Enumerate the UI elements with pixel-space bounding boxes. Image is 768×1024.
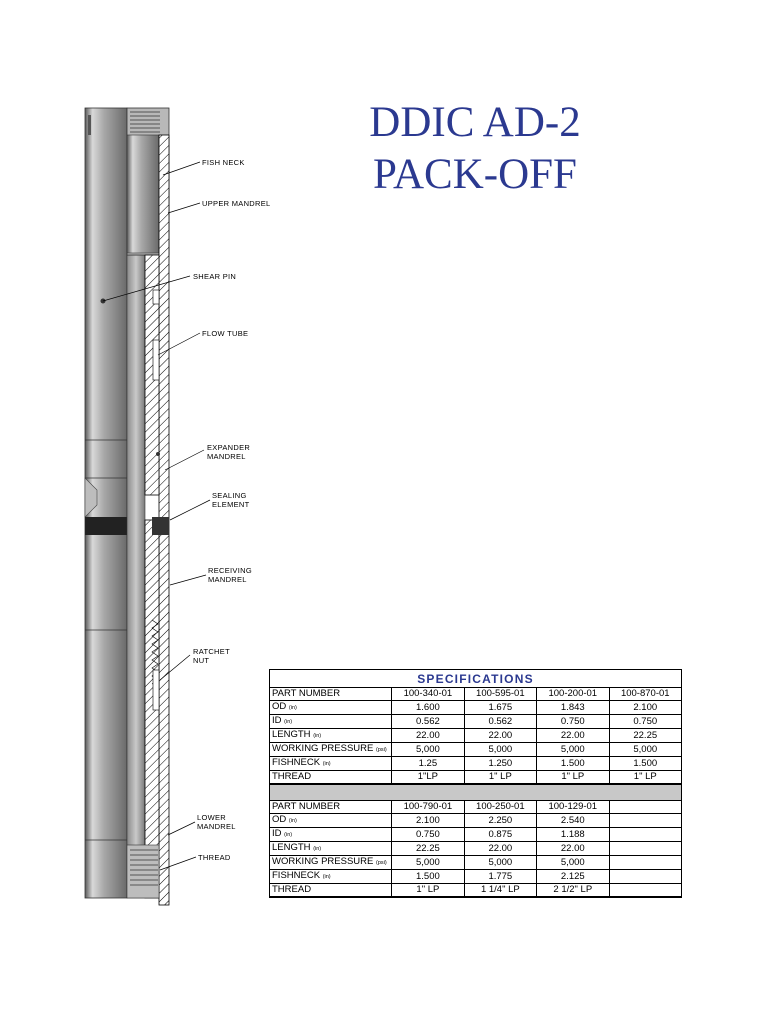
- table-row: [270, 688, 682, 701]
- table-cell: 22.00: [464, 842, 536, 856]
- table-cell: 2.125: [537, 870, 609, 884]
- row-label-id: [270, 715, 392, 729]
- specifications-heading: SPECIFICATIONS: [270, 670, 682, 688]
- table-row: [270, 801, 682, 814]
- table-cell: [609, 870, 681, 884]
- unit-text: (in): [284, 719, 293, 725]
- row-label-working-pressure: [270, 856, 392, 870]
- label-text: LENGTH: [272, 729, 311, 740]
- row-label-thread: THREAD: [270, 884, 392, 898]
- table-cell: 100-129-01: [537, 801, 609, 814]
- table-cell: [609, 828, 681, 842]
- callout-ratchet-nut: RATCHET NUT: [193, 647, 230, 665]
- row-label-id: [270, 828, 392, 842]
- label-text: ID: [272, 715, 282, 726]
- unit-text: (psi): [376, 860, 387, 866]
- callout-fish-neck: FISH NECK: [202, 158, 245, 167]
- table-cell: 0.875: [464, 828, 536, 842]
- table-cell: 1 1/4" LP: [464, 884, 536, 898]
- unit-text: (in): [284, 832, 293, 838]
- label-text: OD: [272, 814, 287, 825]
- table-cell: 100-200-01: [537, 688, 609, 701]
- unit-text: (in): [313, 733, 322, 739]
- label-text: WORKING PRESSURE: [272, 743, 374, 754]
- table-cell: 0.750: [609, 715, 681, 729]
- table-cell: 5,000: [464, 856, 536, 870]
- table-cell: 1.600: [392, 701, 464, 715]
- table-row: [270, 814, 682, 828]
- table-cell: 2 1/2" LP: [537, 884, 609, 898]
- table-cell: 2.540: [537, 814, 609, 828]
- table-row: [270, 842, 682, 856]
- table-cell: 5,000: [392, 743, 464, 757]
- table-row: [270, 743, 682, 757]
- table-row: [270, 729, 682, 743]
- table-cell: 1.250: [464, 757, 536, 771]
- table-divider-row: [270, 784, 682, 801]
- table-cell: 1.188: [537, 828, 609, 842]
- unit-text: (in): [288, 705, 297, 711]
- table-cell: 5,000: [392, 856, 464, 870]
- table-cell: 0.562: [464, 715, 536, 729]
- table-cell: [609, 884, 681, 898]
- table-cell: 1.843: [537, 701, 609, 715]
- unit-text: (in): [288, 818, 297, 824]
- callout-receiving-mandrel: RECEIVING MANDREL: [208, 566, 252, 584]
- table-cell: 5,000: [609, 743, 681, 757]
- table-cell: 22.00: [537, 842, 609, 856]
- table-row: [270, 870, 682, 884]
- table-row: [270, 701, 682, 715]
- table-header-row: [270, 670, 682, 688]
- table-cell: [609, 814, 681, 828]
- label-text: WORKING PRESSURE: [272, 856, 374, 867]
- label-text: FISHNECK: [272, 757, 321, 768]
- table-cell: 2.100: [392, 814, 464, 828]
- label-text: OD: [272, 701, 287, 712]
- table-row: [270, 856, 682, 870]
- table-cell: 100-870-01: [609, 688, 681, 701]
- callout-upper-mandrel: UPPER MANDREL: [202, 199, 271, 208]
- table-row: [270, 757, 682, 771]
- table-cell: 5,000: [537, 743, 609, 757]
- table-cell: 100-340-01: [392, 688, 464, 701]
- page-title-line2: PACK-OFF: [373, 151, 577, 198]
- callout-lower-mandrel: LOWER MANDREL: [197, 813, 236, 831]
- table-cell: 1"LP: [392, 771, 464, 785]
- table-cell: 100-790-01: [392, 801, 464, 814]
- row-label-length: [270, 729, 392, 743]
- row-label-od: [270, 814, 392, 828]
- row-label-thread: THREAD: [270, 771, 392, 785]
- table-cell: 1.675: [464, 701, 536, 715]
- table-cell: 1" LP: [609, 771, 681, 785]
- table-cell: 1.500: [609, 757, 681, 771]
- table-row: [270, 771, 682, 785]
- table-row: [270, 884, 682, 898]
- table-cell: 0.750: [537, 715, 609, 729]
- table-cell: 1.500: [392, 870, 464, 884]
- table-cell: 1.500: [537, 757, 609, 771]
- table-cell: 5,000: [464, 743, 536, 757]
- table-cell: [609, 801, 681, 814]
- unit-text: (psi): [376, 747, 387, 753]
- callout-sealing-element: SEALING ELEMENT: [212, 491, 250, 509]
- table-cell: 100-595-01: [464, 688, 536, 701]
- callout-flow-tube: FLOW TUBE: [202, 329, 249, 338]
- table-cell: 1" LP: [392, 884, 464, 898]
- callout-expander-mandrel: EXPANDER MANDREL: [207, 443, 251, 461]
- table-cell: 22.25: [609, 729, 681, 743]
- table-cell: 1.775: [464, 870, 536, 884]
- unit-text: (in): [322, 761, 331, 767]
- label-text: FISHNECK: [272, 870, 321, 881]
- gray-divider: [270, 784, 682, 801]
- table-cell: 100-250-01: [464, 801, 536, 814]
- table-cell: 22.00: [392, 729, 464, 743]
- table-cell: 1" LP: [464, 771, 536, 785]
- table-row: [270, 828, 682, 842]
- label-text: ID: [272, 828, 282, 839]
- table-cell: 22.00: [464, 729, 536, 743]
- table-cell: 1.25: [392, 757, 464, 771]
- table-cell: [609, 856, 681, 870]
- table-cell: 5,000: [537, 856, 609, 870]
- row-label-part-number: PART NUMBER: [270, 688, 392, 701]
- table-cell: 2.100: [609, 701, 681, 715]
- specifications-table: [269, 669, 682, 898]
- callout-shear-pin: SHEAR PIN: [193, 272, 237, 281]
- row-label-od: [270, 701, 392, 715]
- tool-exterior: [85, 108, 127, 898]
- row-label-length: [270, 842, 392, 856]
- table-cell: [609, 842, 681, 856]
- unit-text: (in): [322, 874, 331, 880]
- row-label-fishneck: [270, 870, 392, 884]
- row-label-part-number: PART NUMBER: [270, 801, 392, 814]
- page-title-line1: DDIC AD-2: [369, 99, 581, 146]
- callout-thread: THREAD: [198, 853, 231, 862]
- table-cell: 1" LP: [537, 771, 609, 785]
- row-label-fishneck: [270, 757, 392, 771]
- table-row: [270, 715, 682, 729]
- table-cell: 22.25: [392, 842, 464, 856]
- unit-text: (in): [313, 846, 322, 852]
- label-text: LENGTH: [272, 842, 311, 853]
- row-label-working-pressure: [270, 743, 392, 757]
- table-cell: 0.750: [392, 828, 464, 842]
- table-cell: 2.250: [464, 814, 536, 828]
- table-cell: 22.00: [537, 729, 609, 743]
- table-cell: 0.562: [392, 715, 464, 729]
